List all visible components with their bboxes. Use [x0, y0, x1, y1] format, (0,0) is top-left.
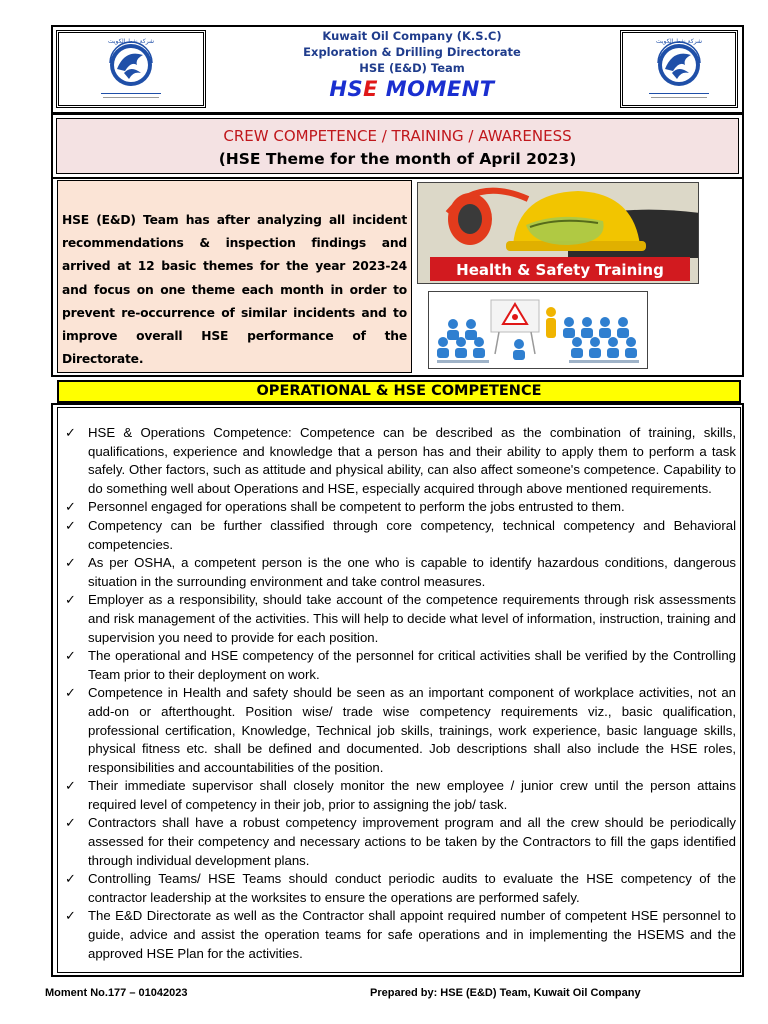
theme-title: CREW COMPETENCE / TRAINING / AWARENESS [223, 127, 572, 145]
list-item-text: Contractors shall have a robust competency improvement program and all the crew should be periodically assessed for their competency and necessary actions to be taken by the Contractors to fill the gaps identified through individual development plans. [88, 815, 736, 868]
list-item [62, 424, 736, 498]
intro-text-box [57, 180, 412, 373]
list-item [62, 498, 736, 517]
check-icon: ✓ [65, 871, 76, 887]
list-item [62, 591, 736, 647]
company-name: Kuwait Oil Company (K.S.C) [322, 29, 502, 43]
list-item-text: Competence in Health and safety should be seen as an important component of workplace activities, not an add-on or afterthought. Position wise/ trade wise competency requirements viz., basic qualification, professional certification, Knowledge, Technical job skills, trainings, work experience, basic language skills, physical fitness etc. shall be defined and documented. Job descriptions shall also include the HSE roles, responsibilities and accountabilities of the position. [88, 685, 736, 775]
list-item [62, 870, 736, 907]
check-icon: ✓ [65, 908, 76, 924]
check-icon: ✓ [65, 499, 76, 515]
list-item-text: As per OSHA, a competent person is the one who is capable to identify hazardous conditions, dangerous situation in the surrounding environment and take control measures. [88, 555, 736, 589]
check-icon: ✓ [65, 555, 76, 571]
bullets-box [57, 407, 741, 973]
koc-logo-left [56, 30, 206, 108]
training-banner-text: Health & Safety Training [456, 261, 664, 279]
moment-number: Moment No.177 – 01042023 [45, 987, 188, 999]
list-item-text: Their immediate supervisor shall closely monitor the new employee / junior crew until the person attains required level of competency in their job, prior to assigning the job/ task. [88, 778, 736, 812]
list-item [62, 554, 736, 591]
logo-arabic-text: شركة نفط الكويت [107, 38, 155, 45]
list-item [62, 684, 736, 777]
check-icon: ✓ [65, 685, 76, 701]
list-item-text: Controlling Teams/ HSE Teams should conduct periodic audits to evaluate the HSE competency of the contractor leadership at the worksites to ensure the operations are performed safely. [88, 871, 736, 905]
svg-text:شركة نفط الكويت: شركة نفط الكويت [655, 38, 703, 45]
check-icon: ✓ [65, 778, 76, 794]
check-icon: ✓ [65, 592, 76, 608]
list-item [62, 907, 736, 963]
list-item-text: Competency can be further classified through core competency, technical competency and Behavioral competencies. [88, 517, 736, 552]
check-icon: ✓ [65, 517, 76, 533]
header-center [208, 28, 616, 112]
list-item-text: The E&D Directorate as well as the Contractor shall appoint required number of competent HSE personnel to guide, advice and assist the operation teams for safe operations and in implementing the HSEMS and the approved HSE Plan for the activities. [88, 908, 736, 961]
list-item [62, 777, 736, 814]
directorate-name: Exploration & Drilling Directorate [303, 45, 521, 59]
bullet-list [62, 424, 736, 963]
list-item [62, 814, 736, 870]
ppe-illustration [418, 183, 699, 284]
classroom-illustration [429, 292, 648, 369]
list-item-text: HSE & Operations Competence: Competence can be described as the combination of training, skills, qualifications, experience and knowledge that a person has and their ability to apply them to perform a task safely. Other factors, such as attitude and physical ability, can also affect someone's competence. Capability to do something well about Operations and HSE, especially acquired through above mentioned requirements. [88, 425, 736, 496]
prepared-by: Prepared by: HSE (E&D) Team, Kuwait Oil Company [370, 987, 641, 999]
check-icon: ✓ [65, 425, 76, 440]
theme-inner [56, 118, 739, 174]
list-item-text: The operational and HSE competency of the personnel for critical activities shall be verified by the Controlling Team prior to their deployment on work. [88, 648, 736, 682]
check-icon: ✓ [65, 648, 76, 664]
koc-logo-icon [91, 35, 171, 103]
theme-banner [51, 113, 744, 179]
list-item [62, 517, 736, 554]
check-icon: ✓ [65, 815, 76, 831]
team-name: HSE (E&D) Team [359, 61, 465, 75]
list-item [62, 647, 736, 684]
koc-logo-right [620, 30, 738, 108]
section-title-banner: OPERATIONAL & HSE COMPETENCE [57, 380, 741, 403]
hse-moment-title: HSE MOMENT [329, 77, 495, 101]
koc-logo-icon [639, 35, 719, 103]
theme-subtitle: (HSE Theme for the month of April 2023) [218, 150, 577, 168]
intro-paragraph: HSE (E&D) Team has after analyzing all incident recommendations & inspection findings and arrived at 12 basic themes for the year 2023-24 and focus on one theme each month in order to prevent re-occurrence of similar incidents and to improve overall HSE performance of the Directorate. [62, 213, 407, 367]
list-item-text: Employer as a responsibility, should take account of the competence requirements through risk assessments and risk management of the activities. This will help to decide what level of information, instruction, training and supervision you need to provide for each position. [88, 592, 736, 645]
classroom-training-image [428, 291, 648, 369]
list-item-text: Personnel engaged for operations shall be competent to perform the jobs entrusted to them. [88, 499, 625, 515]
health-safety-training-image [417, 182, 699, 284]
